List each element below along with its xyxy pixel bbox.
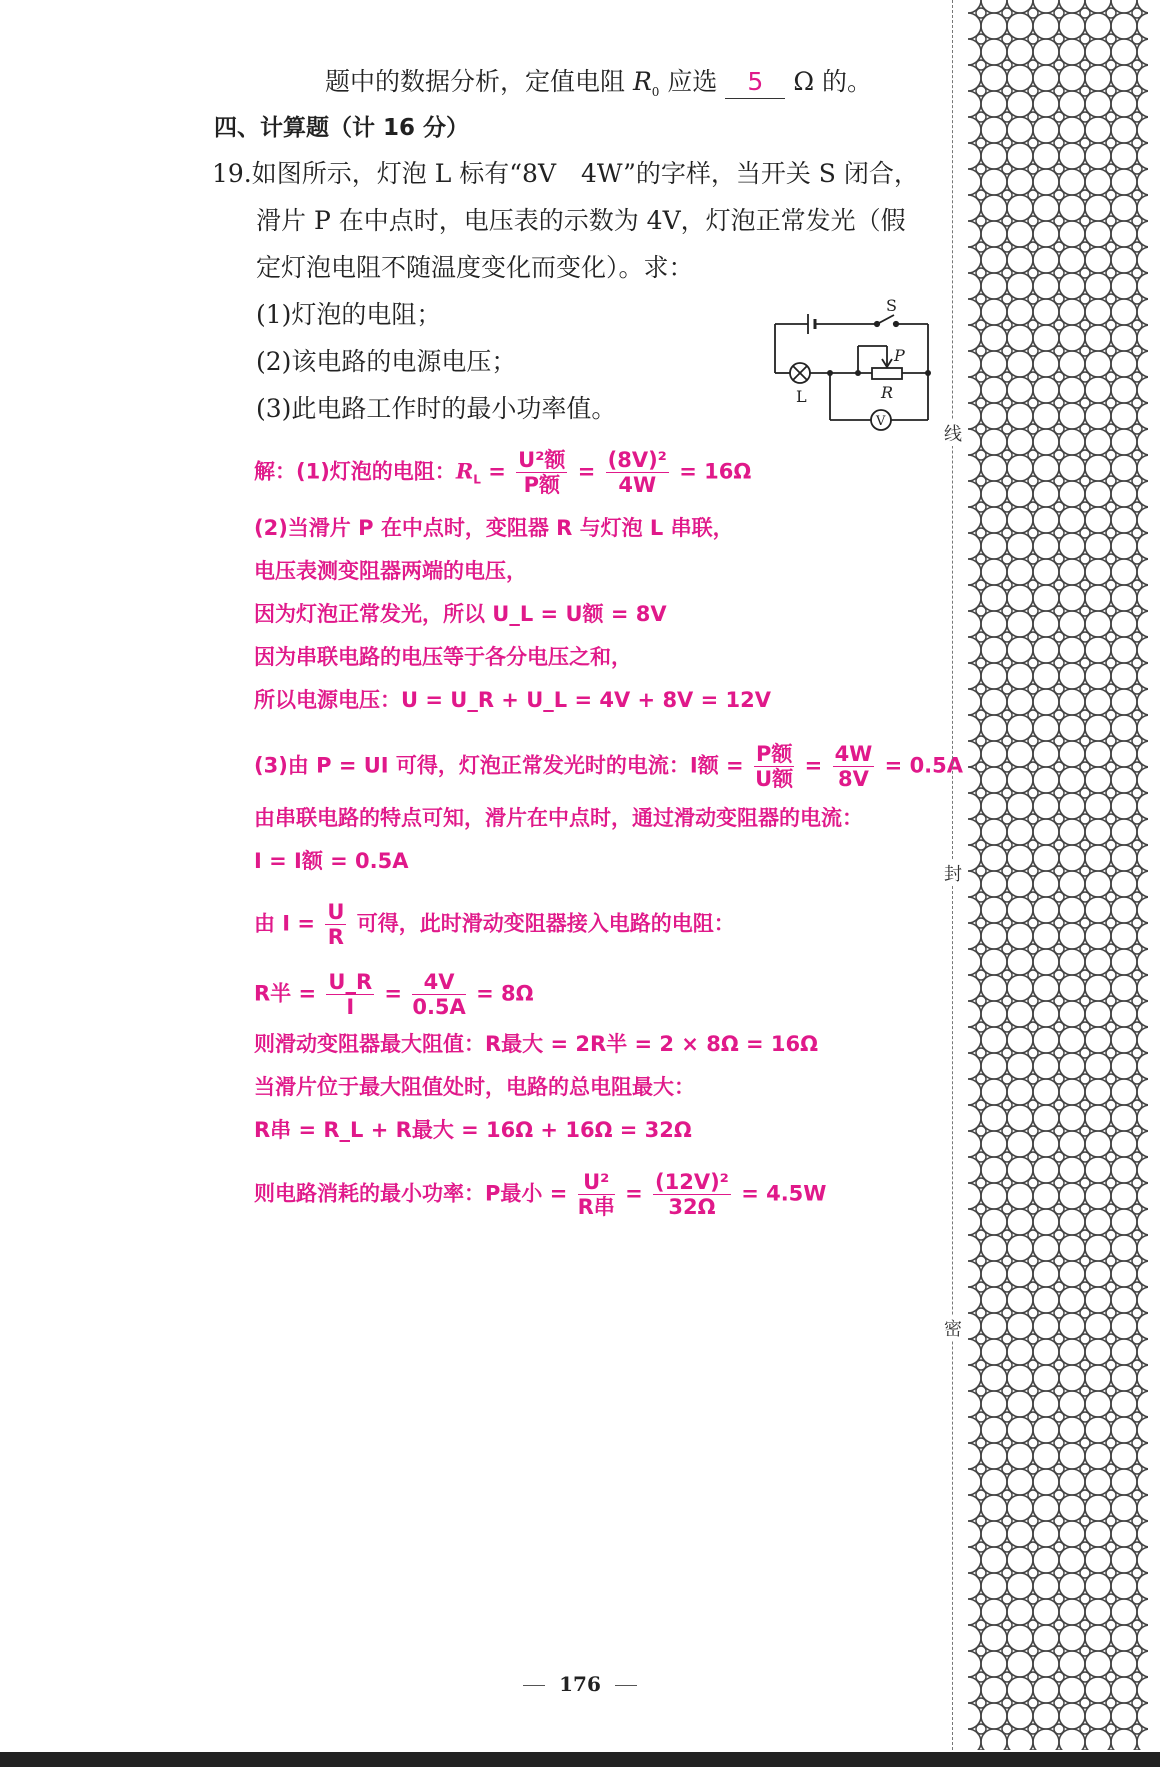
margin-char-line: 线 [944,420,962,446]
solution-line-3: 电压表测变阻器两端的电压， [254,559,527,583]
solution-line-8: 由串联电路的特点可知，滑片在中点时，通过滑动变阻器的电流： [254,806,863,830]
question-line-1: 19.如图所示，灯泡 L 标有“8V 4W”的字样，当开关 S 闭合， [212,159,919,188]
sub-question-3: (3)此电路工作时的最小功率值。 [256,394,617,423]
sub-question-2: (2)该电路的电源电压； [256,347,517,376]
solution-line-13: 当滑片位于最大阻值处时，电路的总电阻最大： [254,1075,695,1099]
circuit-diagram [770,298,940,433]
sub-question-1: (1)灯泡的电阻； [256,300,442,329]
solution-line-15: 则电路消耗的最小功率：P最小 = $\frac{\text{U²}}{\text{R串}}$ = $\frac{\text{(12V)²}}{32\Omega}$ = 4.5W [254,1170,827,1219]
solution-line-14: R串 = R_L + R最大 = 16Ω + 16Ω = 32Ω [254,1118,692,1142]
top-line: 题中的数据分析，定值电阻 $R_0$ 应选 5 Ω 的。 [325,67,872,99]
section-title: 四、计算题（计 16 分） [214,115,470,141]
solution-line-11: R半 = $\frac{U\_R}{I}$ = $\frac{4V}{0.5A}$ = 8Ω [254,970,534,1019]
solution-line-1: 解：(1)灯泡的电阻：$R_L$ = $\frac{\text{U²额}}{\text{P额}}$ = $\frac{\text{(8V)²}}{4W}$ = 16Ω [254,448,752,497]
voltmeter-label: V [876,414,886,429]
fraction: $\frac{\text{U²额}}{\text{P额}}$ [518,448,566,497]
slider-label: P [894,346,905,365]
fraction: $\frac{\text{P额}}{\text{U额}}$ [755,742,794,791]
question-line-3: 定灯泡电阻不随温度变化而变化）。求： [256,253,694,282]
solution-line-6: 所以电源电压：U = U_R + U_L = 4V + 8V = 12V [254,688,772,712]
solution-line-2: (2)当滑片 P 在中点时，变阻器 R 与灯泡 L 串联， [254,516,734,540]
fraction: $\frac{4W}{8V}$ [834,742,873,791]
fraction: $\frac{U}{R}$ [327,900,345,949]
solution-line-9: I = I额 = 0.5A [254,849,409,873]
fraction: $\frac{4V}{0.5A}$ [412,970,466,1019]
solution-line-10: 由 I = $\frac{U}{R}$ 可得，此时滑动变阻器接入电路的电阻： [254,900,735,949]
decorative-pattern-strip [968,0,1148,1750]
solution-line-5: 因为串联电路的电压等于各分电压之和， [254,645,632,669]
solution-line-7: (3)由 P = UI 可得，灯泡正常发光时的电流：I额 = $\frac{\text{P额}}{\text{U额}}$ = $\frac{4W}{8V}$ = 0.5A [254,742,964,791]
lamp-label: L [796,387,807,406]
fraction: $\frac{\text{(8V)²}}{4W}$ [607,448,667,497]
solution-line-12: 则滑动变阻器最大阻值：R最大 = 2R半 = 2 × 8Ω = 16Ω [254,1032,818,1056]
switch-label: S [886,298,897,315]
question-line-2: 滑片 P 在中点时，电压表的示数为 4V，灯泡正常发光（假 [256,206,906,235]
page-number: 176 [0,1672,1160,1696]
bottom-bar [0,1752,1160,1767]
margin-char-secret: 密 [944,1315,962,1341]
fraction: $\frac{U\_R}{I}$ [328,970,373,1019]
fraction: $\frac{\text{(12V)²}}{32\Omega}$ [655,1170,729,1219]
fraction: $\frac{\text{U²}}{\text{R串}}$ [577,1170,615,1219]
margin-char-seal: 封 [944,860,962,886]
answer-blank: 5 [725,66,785,99]
resistor-label: R [881,383,894,402]
solution-line-4: 因为灯泡正常发光，所以 U_L = U额 = 8V [254,602,667,626]
